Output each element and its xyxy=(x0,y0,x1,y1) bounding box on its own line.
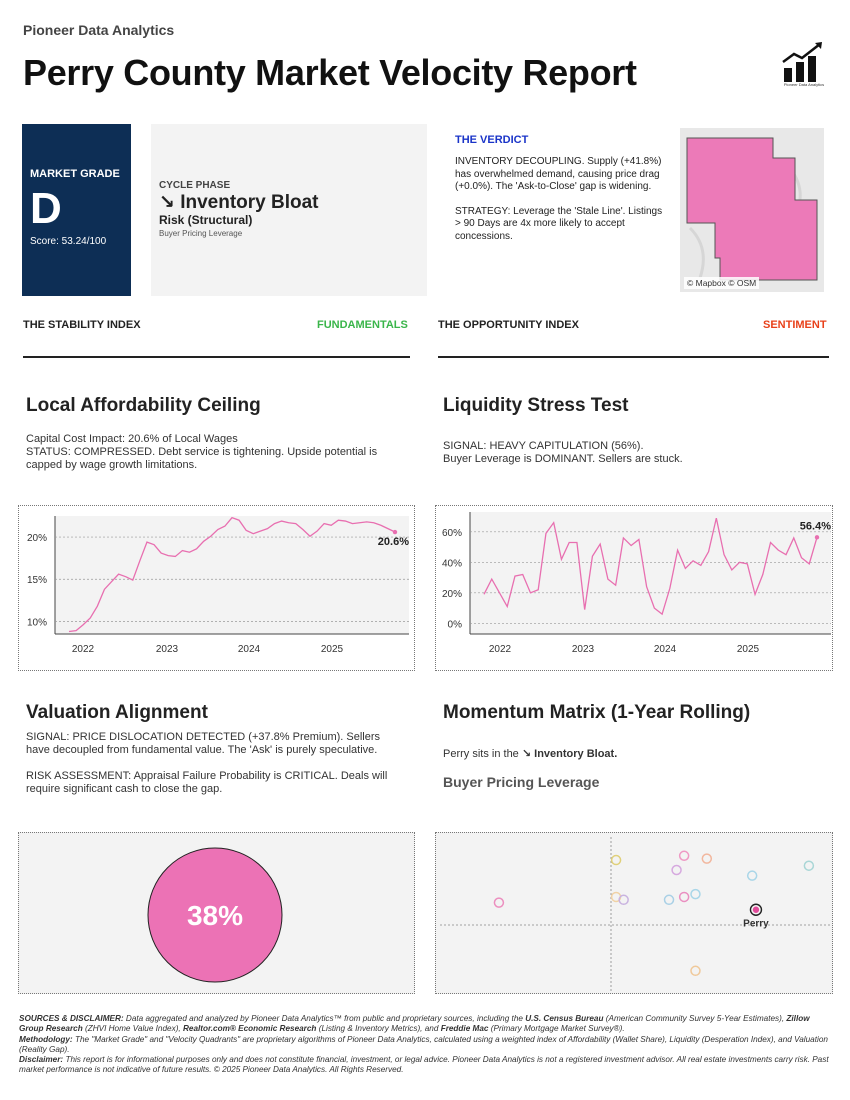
x-tick-label: 2023 xyxy=(571,644,595,655)
affordability-title: Local Affordability Ceiling xyxy=(26,395,261,416)
company-logo xyxy=(780,40,828,90)
arrow-down-right-icon: ↘ xyxy=(159,192,175,213)
valuation-panel xyxy=(18,832,415,994)
cycle-phase-name xyxy=(159,191,319,214)
affordability-status: STATUS: COMPRESSED. Debt service is tightening. Upside potential is capped by wage growth limitations. xyxy=(26,446,378,471)
y-tick-label: 20% xyxy=(441,588,462,600)
affordability-description xyxy=(26,433,406,472)
footer-disclaimer xyxy=(19,1014,834,1076)
liquidity-signal: SIGNAL: HEAVY CAPITULATION (56%). xyxy=(443,440,644,452)
affordability-chart-svg xyxy=(19,506,416,672)
momentum-phase: ↘ Inventory Bloat. xyxy=(521,748,618,760)
peer-point xyxy=(494,898,503,907)
grade-label: MARKET GRADE xyxy=(30,168,120,180)
liquidity-leverage: Buyer Leverage is DOMINANT. Sellers are stuck. xyxy=(443,453,683,465)
verdict-strategy: STRATEGY: Leverage the 'Stale Line'. Listings > 90 Days are 4x more likely to accept concessions. xyxy=(455,205,663,242)
x-tick-label: 2022 xyxy=(71,644,95,655)
momentum-description xyxy=(443,748,823,761)
x-tick-label: 2024 xyxy=(237,644,261,655)
valuation-circle-value: 38% xyxy=(186,900,244,931)
y-tick-label: 15% xyxy=(26,575,47,587)
cycle-phase-risk: Risk (Structural) xyxy=(159,213,253,227)
opportunity-index-label: THE OPPORTUNITY INDEX xyxy=(438,319,579,331)
last-value-label: 56.4% xyxy=(799,520,831,533)
y-tick-label: 0% xyxy=(447,619,462,631)
x-tick-label: 2024 xyxy=(653,644,677,655)
peer-point xyxy=(612,856,621,865)
x-tick-label: 2022 xyxy=(488,644,512,655)
liquidity-title: Liquidity Stress Test xyxy=(443,395,629,416)
liquidity-description xyxy=(443,440,823,466)
perry-point xyxy=(753,907,759,913)
logo-text: Pioneer Data Analytics xyxy=(783,82,825,87)
liquidity-chart-svg xyxy=(436,506,834,672)
affordability-impact: Capital Cost Impact: 20.6% of Local Wages xyxy=(26,433,238,445)
y-tick-label: 40% xyxy=(441,558,462,570)
momentum-matrix xyxy=(435,832,833,994)
company-name: Pioneer Data Analytics xyxy=(23,22,175,38)
cycle-phase-text: Inventory Bloat xyxy=(180,192,319,213)
momentum-title: Momentum Matrix (1-Year Rolling) xyxy=(443,702,751,723)
peer-point xyxy=(702,854,711,863)
valuation-title: Valuation Alignment xyxy=(26,702,208,723)
report-title: Perry County Market Velocity Report xyxy=(23,52,637,93)
last-point-marker xyxy=(815,535,819,539)
grade-score: Score: 53.24/100 xyxy=(30,236,107,247)
cycle-phase-subtitle: Buyer Pricing Leverage xyxy=(159,229,243,238)
footer-sources: SOURCES & DISCLAIMER: Data aggregated and analyzed by Pioneer Data Analytics™ from public and proprietary sources, including the U.S. Census Bureau (American Community Survey 5-Year Estimates), Zillow Group Research (ZHVI Home Value Index), Realtor.com® Economic Research (Listing & Inventory Metrics), and Freddie Mac (Primary Mortgage Market Survey®). xyxy=(19,1014,810,1034)
peer-point xyxy=(804,861,813,870)
valuation-signal: SIGNAL: PRICE DISLOCATION DETECTED (+37.8% Premium). Sellers have decoupled from fundamental value. The 'Ask' is purely speculative. xyxy=(26,731,381,756)
last-value-label: 20.6% xyxy=(377,536,409,549)
y-tick-label: 20% xyxy=(26,533,47,545)
market-grade-card xyxy=(22,124,131,296)
verdict-title: THE VERDICT xyxy=(455,134,529,146)
last-point-marker xyxy=(393,530,397,534)
momentum-prefix: Perry sits in the xyxy=(443,748,519,760)
map-credit: © Mapbox © OSM xyxy=(684,277,759,289)
verdict-summary: INVENTORY DECOUPLING. Supply (+41.8%) has overwhelmed demand, causing price drag (+0.0%). The 'Ask-to-Close' gap is widening. xyxy=(455,156,662,192)
verdict-panel xyxy=(455,134,670,243)
peer-point xyxy=(691,890,700,899)
momentum-matrix-svg xyxy=(436,833,834,995)
y-tick-label: 60% xyxy=(441,527,462,539)
footer-methodology: Methodology: The "Market Grade" and "Velocity Quadrants" are proprietary algorithms of Pioneer Data Analytics, calculated using a weighted index of Affordability (Wallet Share), Liquidity (Desperation Index), and Valuation (Reality Gap). xyxy=(19,1034,828,1054)
liquidity-chart xyxy=(435,505,833,671)
stability-divider xyxy=(23,356,410,358)
x-tick-label: 2025 xyxy=(736,644,760,655)
opportunity-divider xyxy=(438,356,829,358)
plot-area xyxy=(55,516,409,634)
opportunity-index-tag: SENTIMENT xyxy=(763,319,827,331)
peer-point xyxy=(748,871,757,880)
peer-point xyxy=(665,895,674,904)
y-tick-label: 10% xyxy=(26,617,47,629)
peer-point xyxy=(680,892,689,901)
county-shape xyxy=(680,128,824,292)
plot-area xyxy=(470,512,831,634)
momentum-subtitle: Buyer Pricing Leverage xyxy=(443,774,600,790)
stability-index-tag: FUNDAMENTALS xyxy=(317,319,408,331)
footer-legal: Disclaimer: This report is for informational purposes only and does not constitute financial, investment, or legal advice. Pioneer Data Analytics is not a registered investment advisor. All real estate investments carry risk. Past market performance is not indicative of future results. © 2025 Pioneer Data Analytics. All Rights Reserved. xyxy=(19,1055,829,1075)
county-map xyxy=(680,128,824,292)
perry-label: Perry xyxy=(743,918,769,930)
grade-letter: D xyxy=(30,184,62,233)
affordability-chart xyxy=(18,505,415,671)
cycle-phase-card xyxy=(151,124,427,296)
bar-chart-logo-icon xyxy=(780,40,828,84)
x-tick-label: 2023 xyxy=(155,644,179,655)
valuation-risk: RISK ASSESSMENT: Appraisal Failure Probability is CRITICAL. Deals will require significant cash to close the gap. xyxy=(26,770,388,795)
cycle-phase-label: CYCLE PHASE xyxy=(159,180,231,191)
x-tick-label: 2025 xyxy=(320,644,344,655)
valuation-circle-svg xyxy=(19,833,416,995)
valuation-description xyxy=(26,731,406,796)
peer-point xyxy=(672,865,681,874)
peer-point xyxy=(680,851,689,860)
peer-point xyxy=(691,966,700,975)
stability-index-label: THE STABILITY INDEX xyxy=(23,319,141,331)
